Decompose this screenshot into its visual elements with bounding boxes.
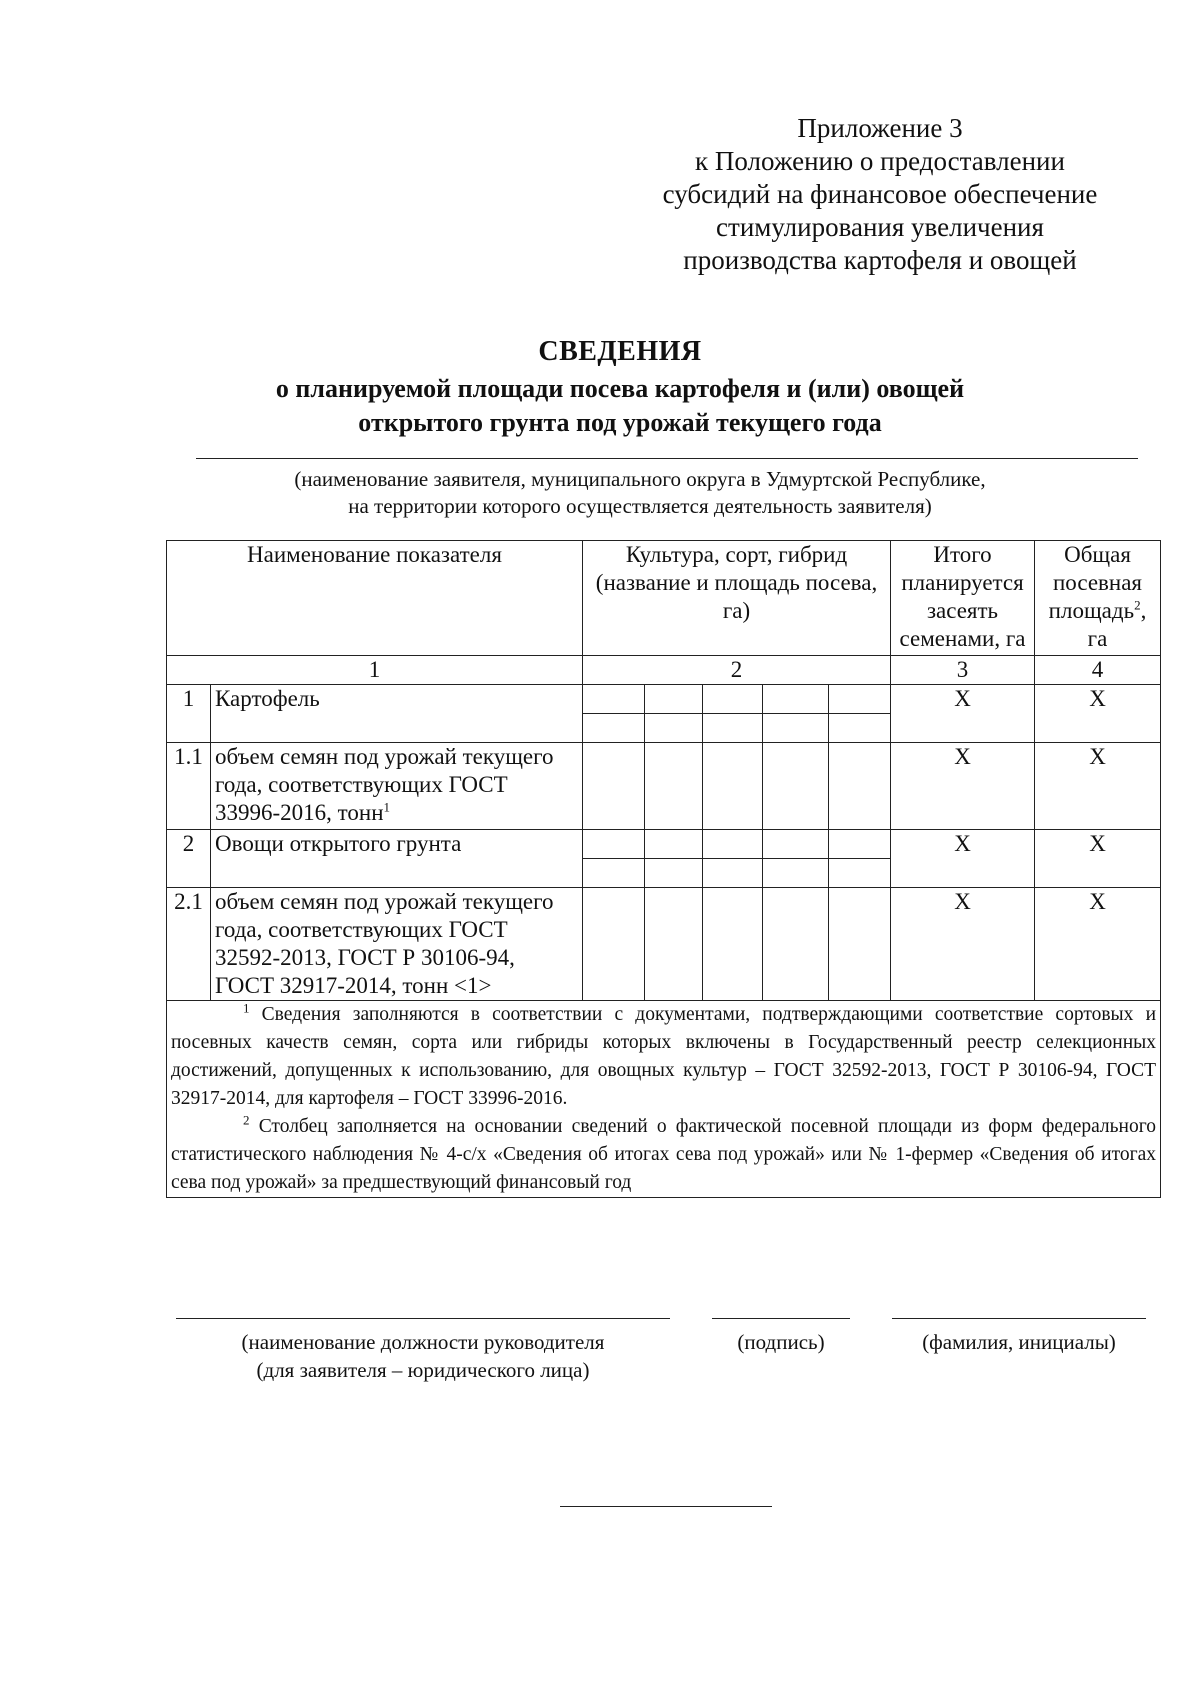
footnote-text: Столбец заполняется на основании сведений о фактической посевной площади из форм федерального статистического наблюдения № 4-с/х «Сведения об итогах сева под урожай» или № 1-фермер «Сведения об итогах сева под урожай» за предшествующий финансовый год: [171, 1116, 1157, 1193]
culture-cell[interactable]: [763, 888, 829, 1001]
signature-caption: (подпись): [737, 1330, 825, 1354]
area-cell: X: [1035, 830, 1161, 888]
culture-cell[interactable]: [583, 888, 645, 1001]
column-number: 1: [167, 656, 583, 685]
row-name: объем семян под урожай текущего года, соответствующих ГОСТ 32592-2013, ГОСТ Р 30106-94, ГОСТ 32917-2014, тонн <1>: [211, 888, 583, 1001]
culture-cell[interactable]: [829, 714, 891, 743]
table-row: [167, 888, 1161, 1001]
appendix-line: субсидий на финансовое обеспечение: [662, 179, 1098, 209]
culture-cell[interactable]: [645, 743, 703, 830]
name-blank-line[interactable]: [892, 1318, 1146, 1319]
total-cell: X: [891, 743, 1035, 830]
footnote-text: Сведения заполняются в соответствии с документами, подтверждающими соответствие сортовых и посевных качеств семян, сорта или гибриды которых включены в Государственный реестр селекционных достижений, допущенных к использованию, для овощных культур – ГОСТ 32592-2013, ГОСТ Р 30106-94, ГОСТ 32917-2014, для картофеля – ГОСТ 33996-2016.: [171, 1004, 1157, 1109]
culture-cell[interactable]: [703, 830, 763, 859]
row-number: 2.1: [167, 888, 211, 1001]
culture-cell[interactable]: [645, 888, 703, 1001]
column-number: 2: [583, 656, 891, 685]
table-row: [167, 830, 1161, 859]
total-cell: X: [891, 685, 1035, 743]
appendix-heading: [640, 112, 1120, 277]
culture-cell[interactable]: [703, 685, 763, 714]
footnote: [171, 1001, 1156, 1113]
footnote-marker: 1: [243, 1000, 250, 1016]
subtitle-line: о планируемой площади посева картофеля и (или) овощей: [275, 374, 965, 403]
area-cell: X: [1035, 743, 1161, 830]
header-area-sup: 2: [1134, 597, 1141, 613]
sowing-area-table: [166, 540, 1161, 1198]
culture-cell[interactable]: [645, 830, 703, 859]
column-number: 4: [1035, 656, 1161, 685]
date-blank-line[interactable]: [560, 1506, 772, 1507]
culture-cell[interactable]: [763, 714, 829, 743]
column-number-row: [167, 656, 1161, 685]
appendix-line: стимулирования увеличения: [716, 212, 1044, 242]
culture-cell[interactable]: [829, 830, 891, 859]
caption-line: (наименование заявителя, муниципального округа в Удмуртской Республике,: [294, 467, 986, 491]
caption-line: на территории которого осуществляется деятельность заявителя): [348, 494, 932, 518]
position-caption-line: (для заявителя – юридического лица): [256, 1358, 590, 1382]
position-blank-line[interactable]: [176, 1318, 670, 1319]
column-number: 3: [891, 656, 1035, 685]
footnotes-cell: [167, 1001, 1161, 1198]
applicant-caption: [180, 466, 1100, 520]
row-name: Овощи открытого грунта: [211, 830, 583, 888]
header-area-unit: , га: [1087, 598, 1147, 651]
culture-cell[interactable]: [703, 743, 763, 830]
culture-cell[interactable]: [645, 859, 703, 888]
culture-cell[interactable]: [763, 685, 829, 714]
footnote-ref: 1: [383, 799, 391, 815]
subtitle-line: открытого грунта под урожай текущего года: [358, 408, 882, 437]
area-cell: X: [1035, 685, 1161, 743]
applicant-blank-line[interactable]: [196, 458, 1138, 459]
table-row: [167, 743, 1161, 830]
culture-cell[interactable]: [583, 830, 645, 859]
culture-cell[interactable]: [645, 714, 703, 743]
document-subtitle: [180, 372, 1060, 440]
footnote-marker: 2: [243, 1112, 250, 1128]
row-name: [211, 743, 583, 830]
culture-cell[interactable]: [703, 888, 763, 1001]
total-cell: X: [891, 830, 1035, 888]
document-title: СВЕДЕНИЯ: [538, 336, 702, 367]
header-total: Итого планируется засеять семенами, га: [891, 541, 1035, 656]
total-cell: X: [891, 888, 1035, 1001]
culture-cell[interactable]: [583, 714, 645, 743]
header-area-text: Общая посевная площадь: [1048, 542, 1143, 623]
culture-cell[interactable]: [583, 859, 645, 888]
table-row: [167, 685, 1161, 714]
row-number: 1: [167, 685, 211, 743]
culture-cell[interactable]: [829, 743, 891, 830]
culture-cell[interactable]: [829, 859, 891, 888]
culture-cell[interactable]: [703, 714, 763, 743]
footnotes-row: [167, 1001, 1161, 1198]
row-name-text: объем семян под урожай текущего года, соответствующих ГОСТ 33996-2016, тонн: [215, 744, 554, 825]
row-number: 2: [167, 830, 211, 888]
culture-cell[interactable]: [829, 685, 891, 714]
header-row: [167, 541, 1161, 656]
area-cell: X: [1035, 888, 1161, 1001]
header-area: [1035, 541, 1161, 656]
culture-cell[interactable]: [763, 743, 829, 830]
appendix-line: производства картофеля и овощей: [683, 245, 1077, 275]
name-caption: (фамилия, инициалы): [922, 1330, 1116, 1354]
culture-cell[interactable]: [763, 830, 829, 859]
row-number: 1.1: [167, 743, 211, 830]
position-caption-line: (наименование должности руководителя: [241, 1330, 605, 1354]
culture-cell[interactable]: [583, 743, 645, 830]
appendix-line: к Положению о предоставлении: [695, 146, 1065, 176]
culture-cell[interactable]: [583, 685, 645, 714]
appendix-line: Приложение 3: [797, 113, 963, 143]
culture-cell[interactable]: [829, 888, 891, 1001]
signature-blank-line[interactable]: [712, 1318, 850, 1319]
row-name: Картофель: [211, 685, 583, 743]
header-indicator: Наименование показателя: [167, 541, 583, 656]
header-culture: Культура, сорт, гибрид (название и площадь посева, га): [583, 541, 891, 656]
culture-cell[interactable]: [645, 685, 703, 714]
culture-cell[interactable]: [703, 859, 763, 888]
culture-cell[interactable]: [763, 859, 829, 888]
footnote: [171, 1113, 1156, 1197]
position-caption: [176, 1328, 670, 1384]
